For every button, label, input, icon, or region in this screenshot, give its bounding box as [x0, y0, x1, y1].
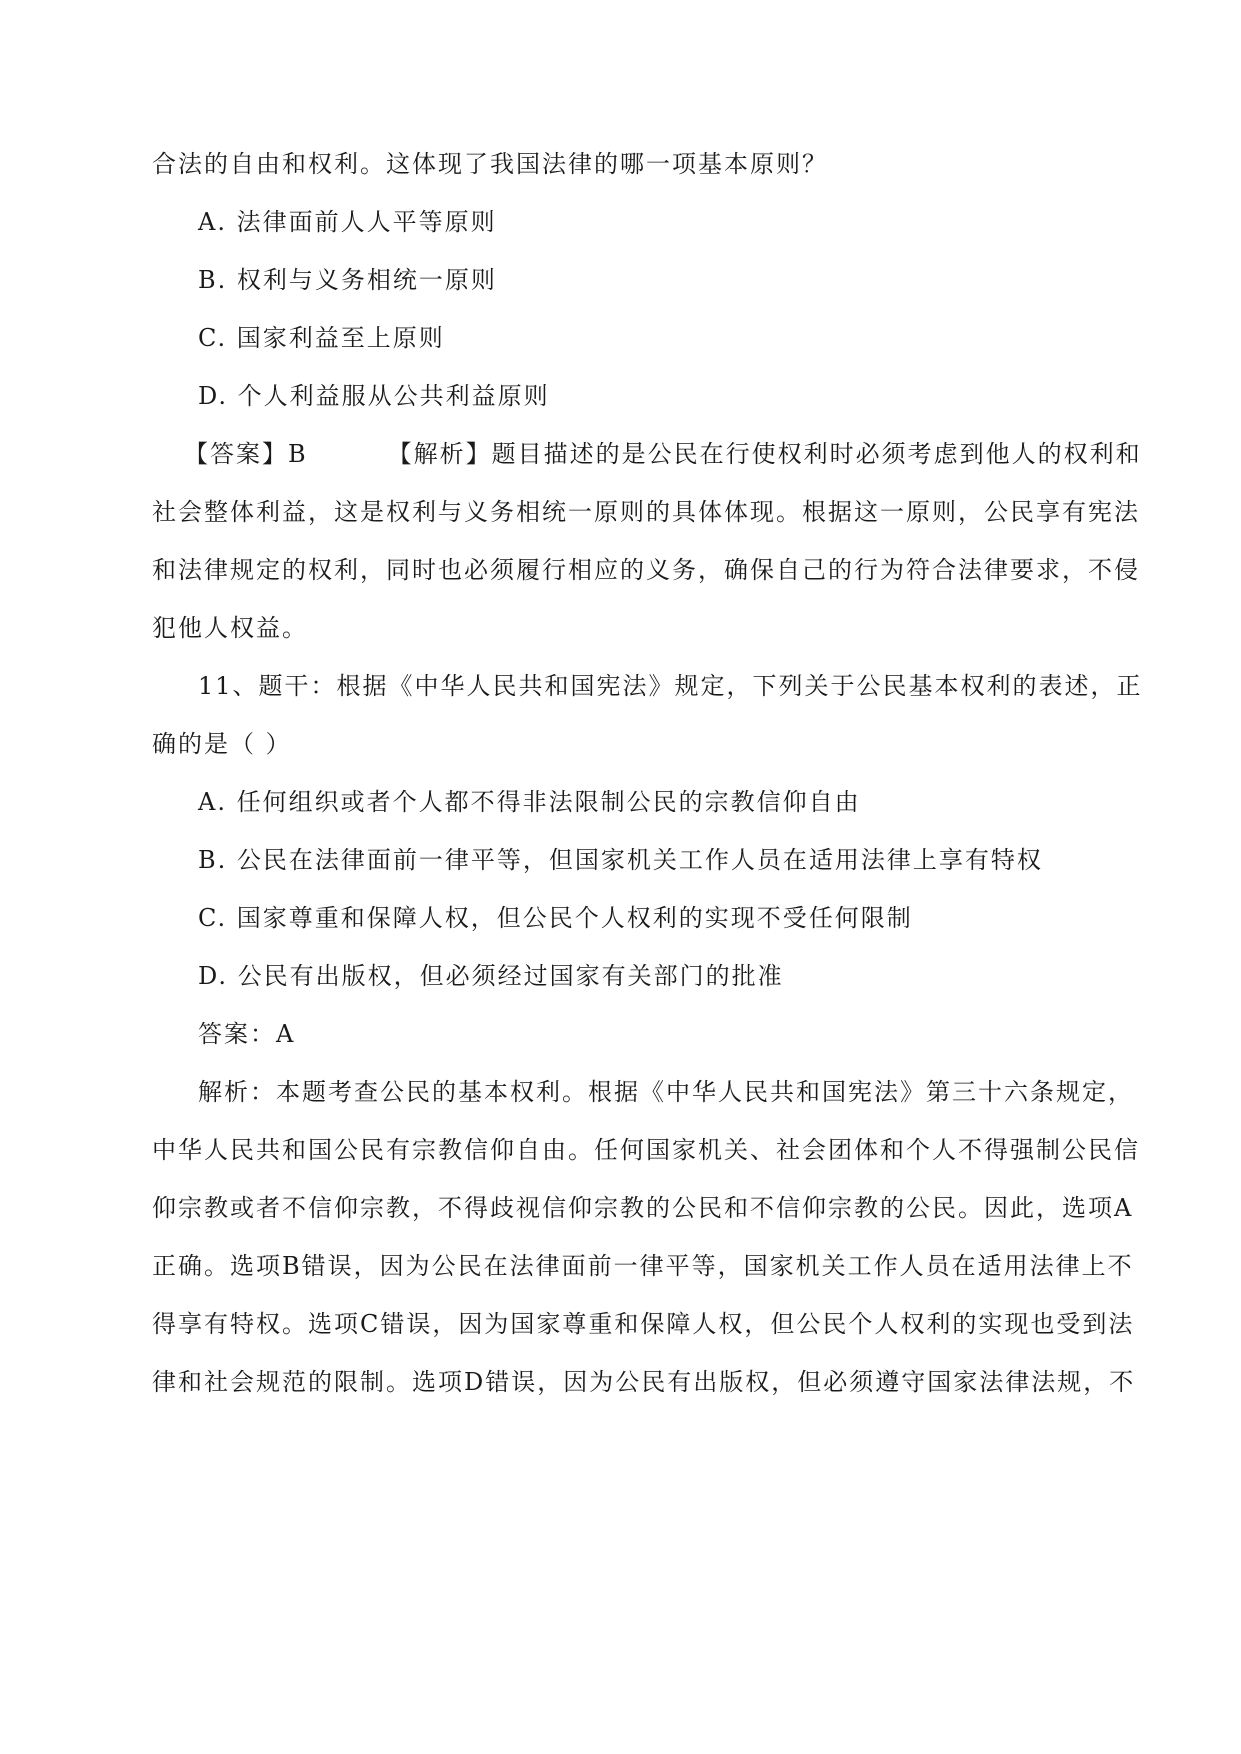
question-11-analysis-line-2: 中华人民共和国公民有宗教信仰自由。任何国家机关、社会团体和个人不得强制公民信	[152, 1136, 1140, 1164]
question-11-stem-line-1: 11、题干：根据《中华人民共和国宪法》规定，下列关于公民基本权利的表述，正	[198, 672, 1143, 700]
question-11-option-d: D. 公民有出版权，但必须经过国家有关部门的批准	[198, 962, 784, 990]
question-10-option-b: B. 权利与义务相统一原则	[198, 266, 497, 294]
question-10-option-c: C. 国家利益至上原则	[198, 324, 445, 352]
question-11-answer: 答案：A	[198, 1020, 296, 1048]
question-11-analysis-line-4: 正确。选项B错误，因为公民在法律面前一律平等，国家机关工作人员在适用法律上不	[152, 1252, 1134, 1280]
question-11-analysis-line-6: 律和社会规范的限制。选项D错误，因为公民有出版权，但必须遵守国家法律法规，不	[152, 1368, 1136, 1396]
question-11-option-a: A. 任何组织或者个人都不得非法限制公民的宗教信仰自由	[198, 788, 861, 816]
question-10-option-a: A. 法律面前人人平等原则	[198, 208, 497, 236]
question-11-option-c: C. 国家尊重和保障人权，但公民个人权利的实现不受任何限制	[198, 904, 913, 932]
question-10-answer: 【答案】B	[184, 440, 308, 468]
question-11-stem-line-2: 确的是（ ）	[152, 730, 292, 758]
question-10-analysis-line-4: 犯他人权益。	[152, 614, 308, 642]
question-11-analysis-line-5: 得享有特权。选项C错误，因为国家尊重和保障人权，但公民个人权利的实现也受到法	[152, 1310, 1135, 1338]
question-10-stem-tail: 合法的自由和权利。这体现了我国法律的哪一项基本原则？	[152, 150, 828, 178]
question-10-analysis-line-2: 社会整体利益，这是权利与义务相统一原则的具体体现。根据这一原则，公民享有宪法	[152, 498, 1140, 526]
question-10-analysis-line-1: 【解析】题目描述的是公民在行使权利时必须考虑到他人的权利和	[387, 440, 1142, 468]
question-10-option-d: D. 个人利益服从公共利益原则	[198, 382, 550, 410]
question-11-analysis-line-3: 仰宗教或者不信仰宗教，不得歧视信仰宗教的公民和不信仰宗教的公民。因此，选项A	[152, 1194, 1134, 1222]
question-11-option-b: B. 公民在法律面前一律平等，但国家机关工作人员在适用法律上享有特权	[198, 846, 1043, 874]
question-10-answer-analysis	[184, 438, 1142, 470]
question-11-analysis-line-1: 解析：本题考查公民的基本权利。根据《中华人民共和国宪法》第三十六条规定，	[198, 1078, 1134, 1106]
question-10-analysis-line-3: 和法律规定的权利，同时也必须履行相应的义务，确保自己的行为符合法律要求，不侵	[152, 556, 1140, 584]
